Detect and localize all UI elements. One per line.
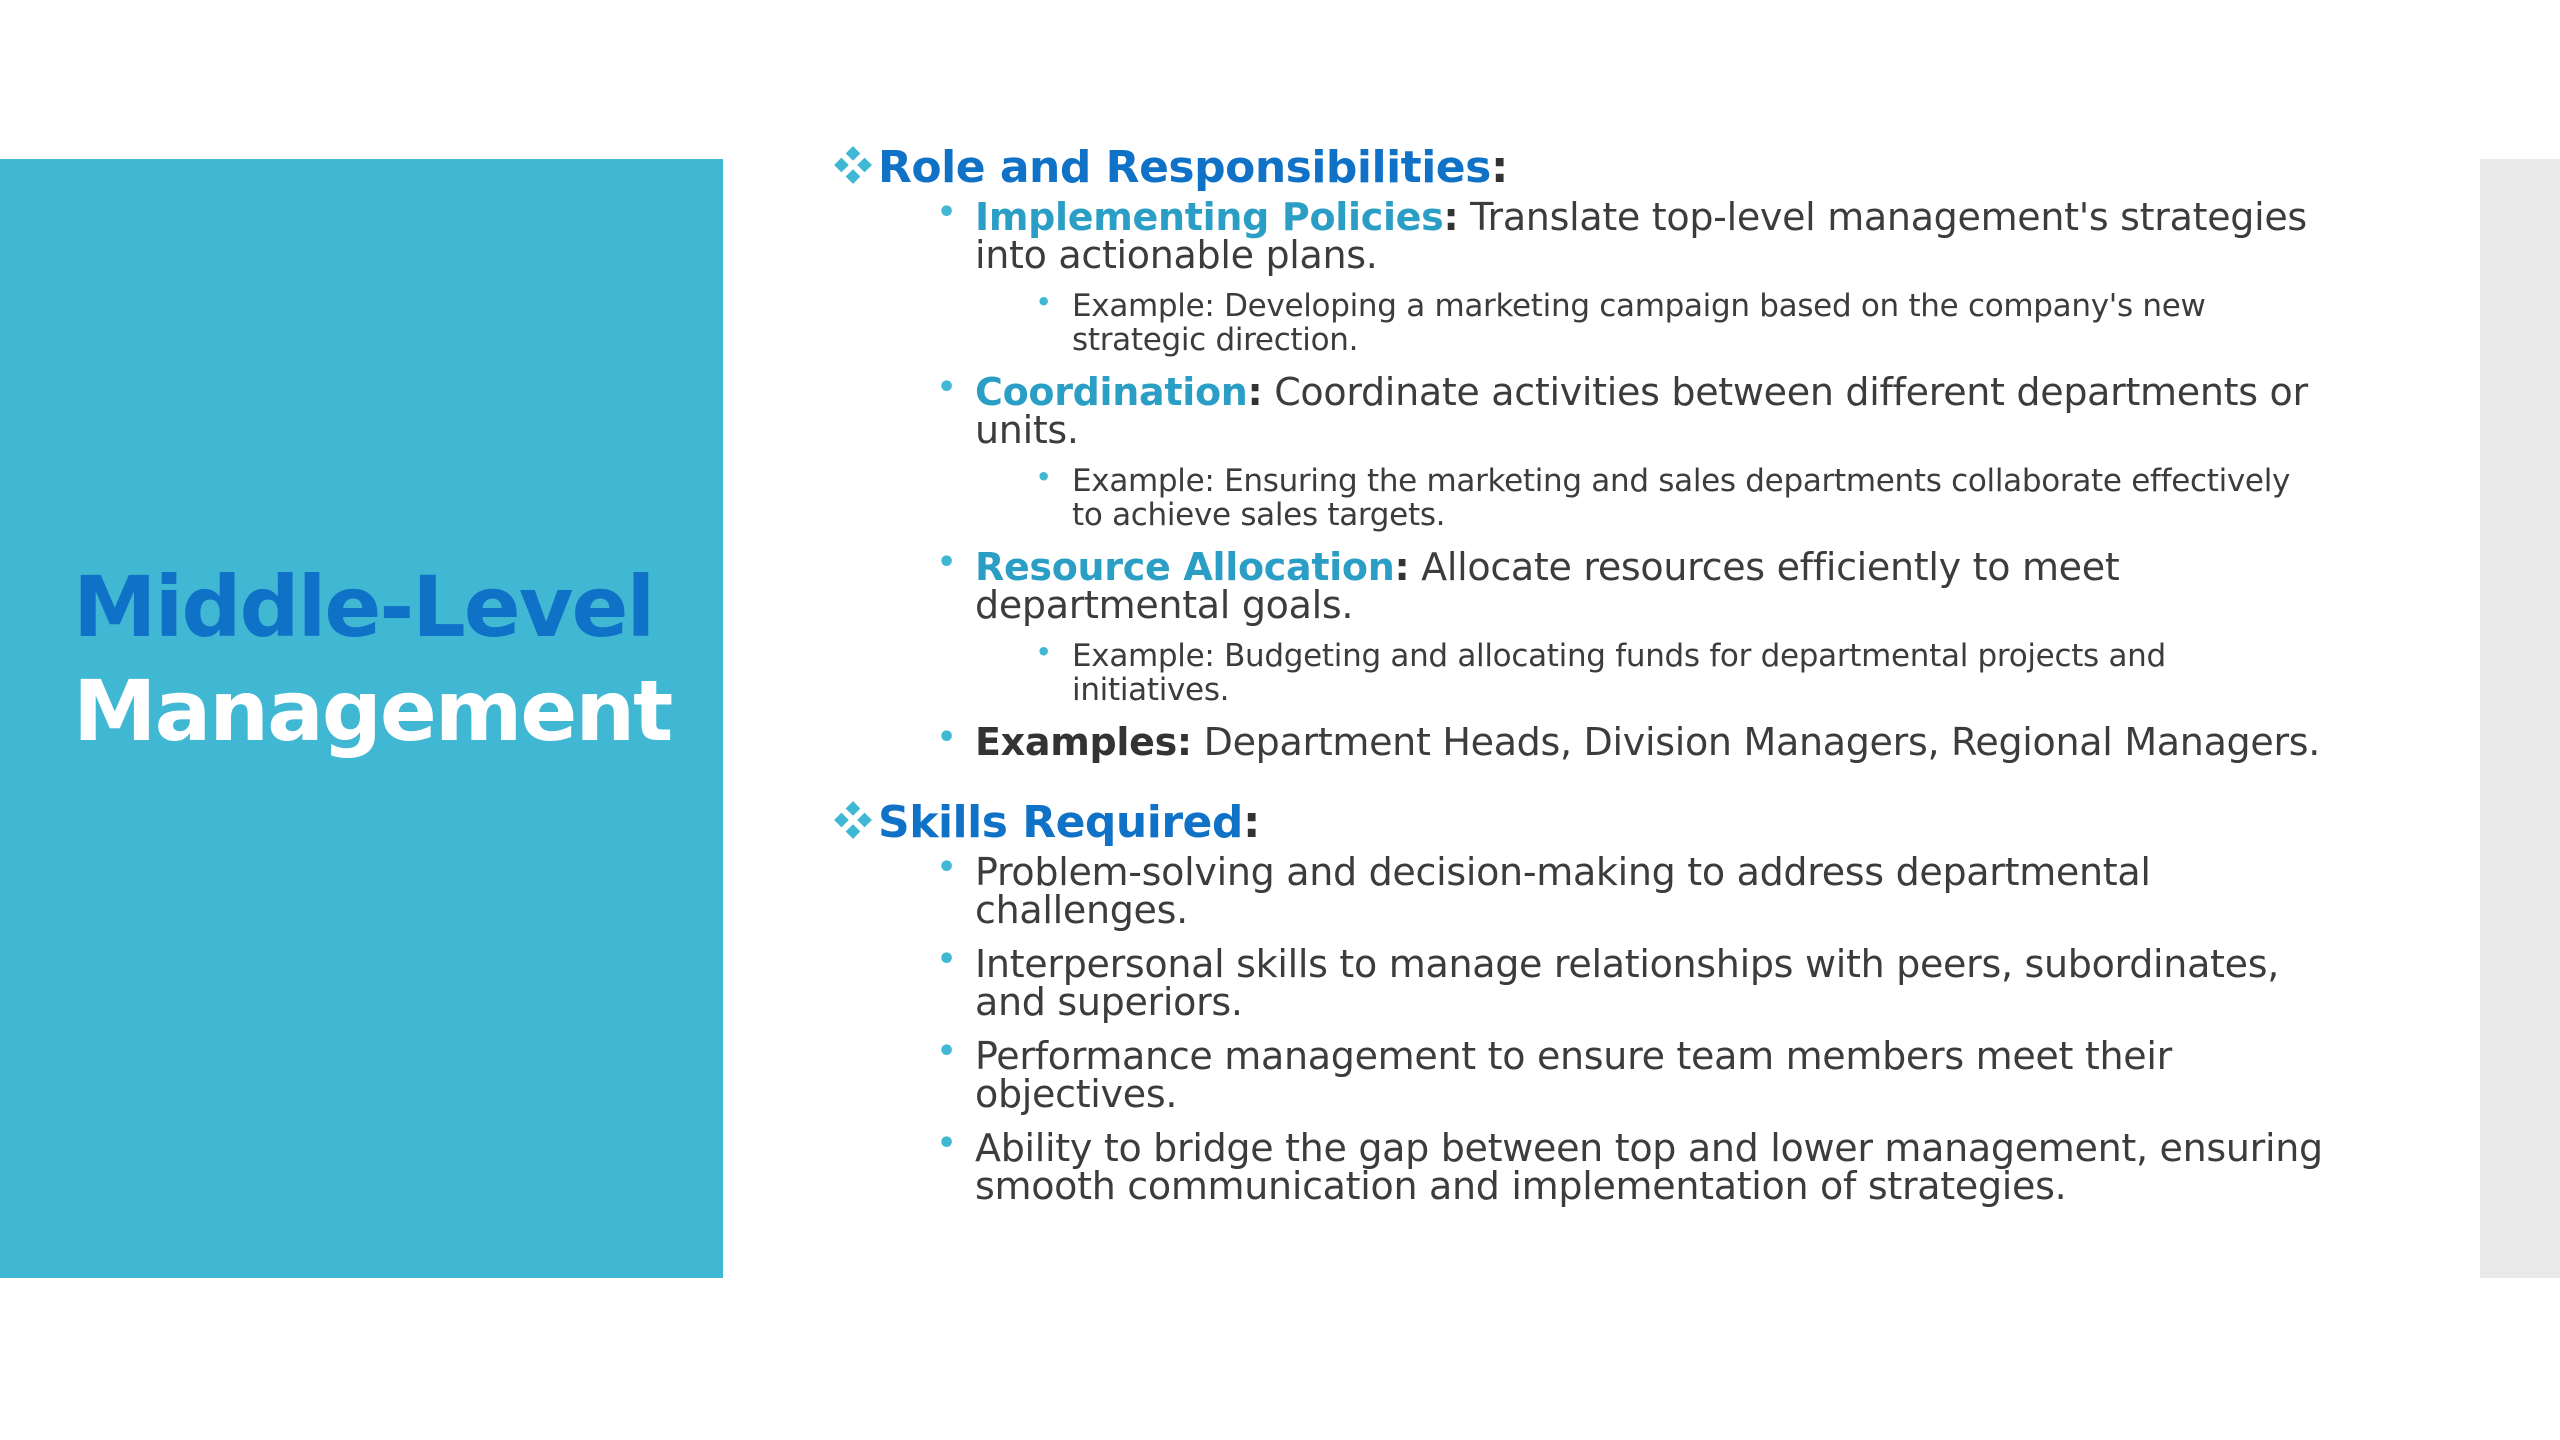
sub-item-example-2	[1036, 463, 2322, 533]
keyword-resource-allocation: Resource Allocation	[975, 545, 1395, 589]
skill-text: Problem-solving and decision-making to address departmental challenges.	[975, 850, 2151, 932]
skill-item-1	[937, 850, 2325, 932]
skill-item-2	[937, 942, 2325, 1024]
bullet-dot-icon: •	[937, 720, 956, 755]
section-heading-roles-text: Role and Responsibilities	[878, 142, 1491, 193]
section-heading-roles	[832, 140, 1508, 196]
sub-item-text: Example: Developing a marketing campaign based on the company's new strategic direction.	[1072, 288, 2206, 358]
skill-text: Interpersonal skills to manage relationships with peers, subordinates, and superiors.	[975, 942, 2280, 1024]
keyword-colon: :	[1247, 370, 1263, 414]
sub-item-text: Example: Budgeting and allocating funds for departmental projects and initiatives.	[1072, 638, 2166, 708]
section-heading-skills-text: Skills Required	[878, 797, 1243, 848]
bullet-dot-icon: •	[937, 850, 956, 885]
list-item-implementing-policies	[937, 195, 2325, 277]
bullet-dot-icon: •	[1036, 638, 1052, 666]
bullet-dot-icon: •	[937, 1034, 956, 1069]
list-item-coordination	[937, 370, 2325, 452]
bullet-dot-icon: •	[937, 942, 956, 977]
skill-item-3	[937, 1034, 2325, 1116]
keyword-colon: :	[1394, 545, 1410, 589]
sub-item-example-3	[1036, 638, 2322, 708]
keyword-coordination: Coordination	[975, 370, 1248, 414]
bullet-dot-icon: •	[937, 370, 956, 405]
keyword-colon: :	[1443, 195, 1459, 239]
section-heading-roles-colon: :	[1490, 142, 1508, 193]
slide-title-line1: Middle-Level	[73, 558, 654, 656]
section-heading-skills	[832, 795, 1260, 851]
section-heading-skills-colon: :	[1242, 797, 1260, 848]
bullet-dot-icon: •	[1036, 463, 1052, 491]
list-item-resource-allocation	[937, 545, 2325, 627]
bullet-dot-icon: •	[1036, 288, 1052, 316]
keyword-examples: Examples:	[975, 720, 1192, 764]
item-text: Allocate resources efficiently to meet departmental goals.	[975, 545, 2120, 627]
item-text: Translate top-level management's strategies into actionable plans.	[975, 195, 2307, 277]
item-text: Coordinate activities between different departments or units.	[975, 370, 2308, 452]
list-item-examples	[937, 720, 2325, 764]
sub-item-example-1	[1036, 288, 2322, 358]
skill-text: Performance management to ensure team members meet their objectives.	[975, 1034, 2172, 1116]
sub-item-text: Example: Ensuring the marketing and sales departments collaborate effectively to achieve sales targets.	[1072, 463, 2291, 533]
item-text: Department Heads, Division Managers, Regional Managers.	[1191, 720, 2321, 764]
bullet-dot-icon: •	[937, 195, 956, 230]
bullet-dot-icon: •	[937, 545, 956, 580]
four-diamond-icon	[832, 799, 874, 841]
bullet-dot-icon: •	[937, 1126, 956, 1161]
skill-text: Ability to bridge the gap between top and lower management, ensuring smooth communication and implementation of strategies.	[975, 1126, 2323, 1208]
slide-title-line2: Management	[73, 662, 672, 760]
four-diamond-icon	[832, 144, 874, 186]
skill-item-4	[937, 1126, 2325, 1208]
keyword-implementing-policies: Implementing Policies	[975, 195, 1444, 239]
